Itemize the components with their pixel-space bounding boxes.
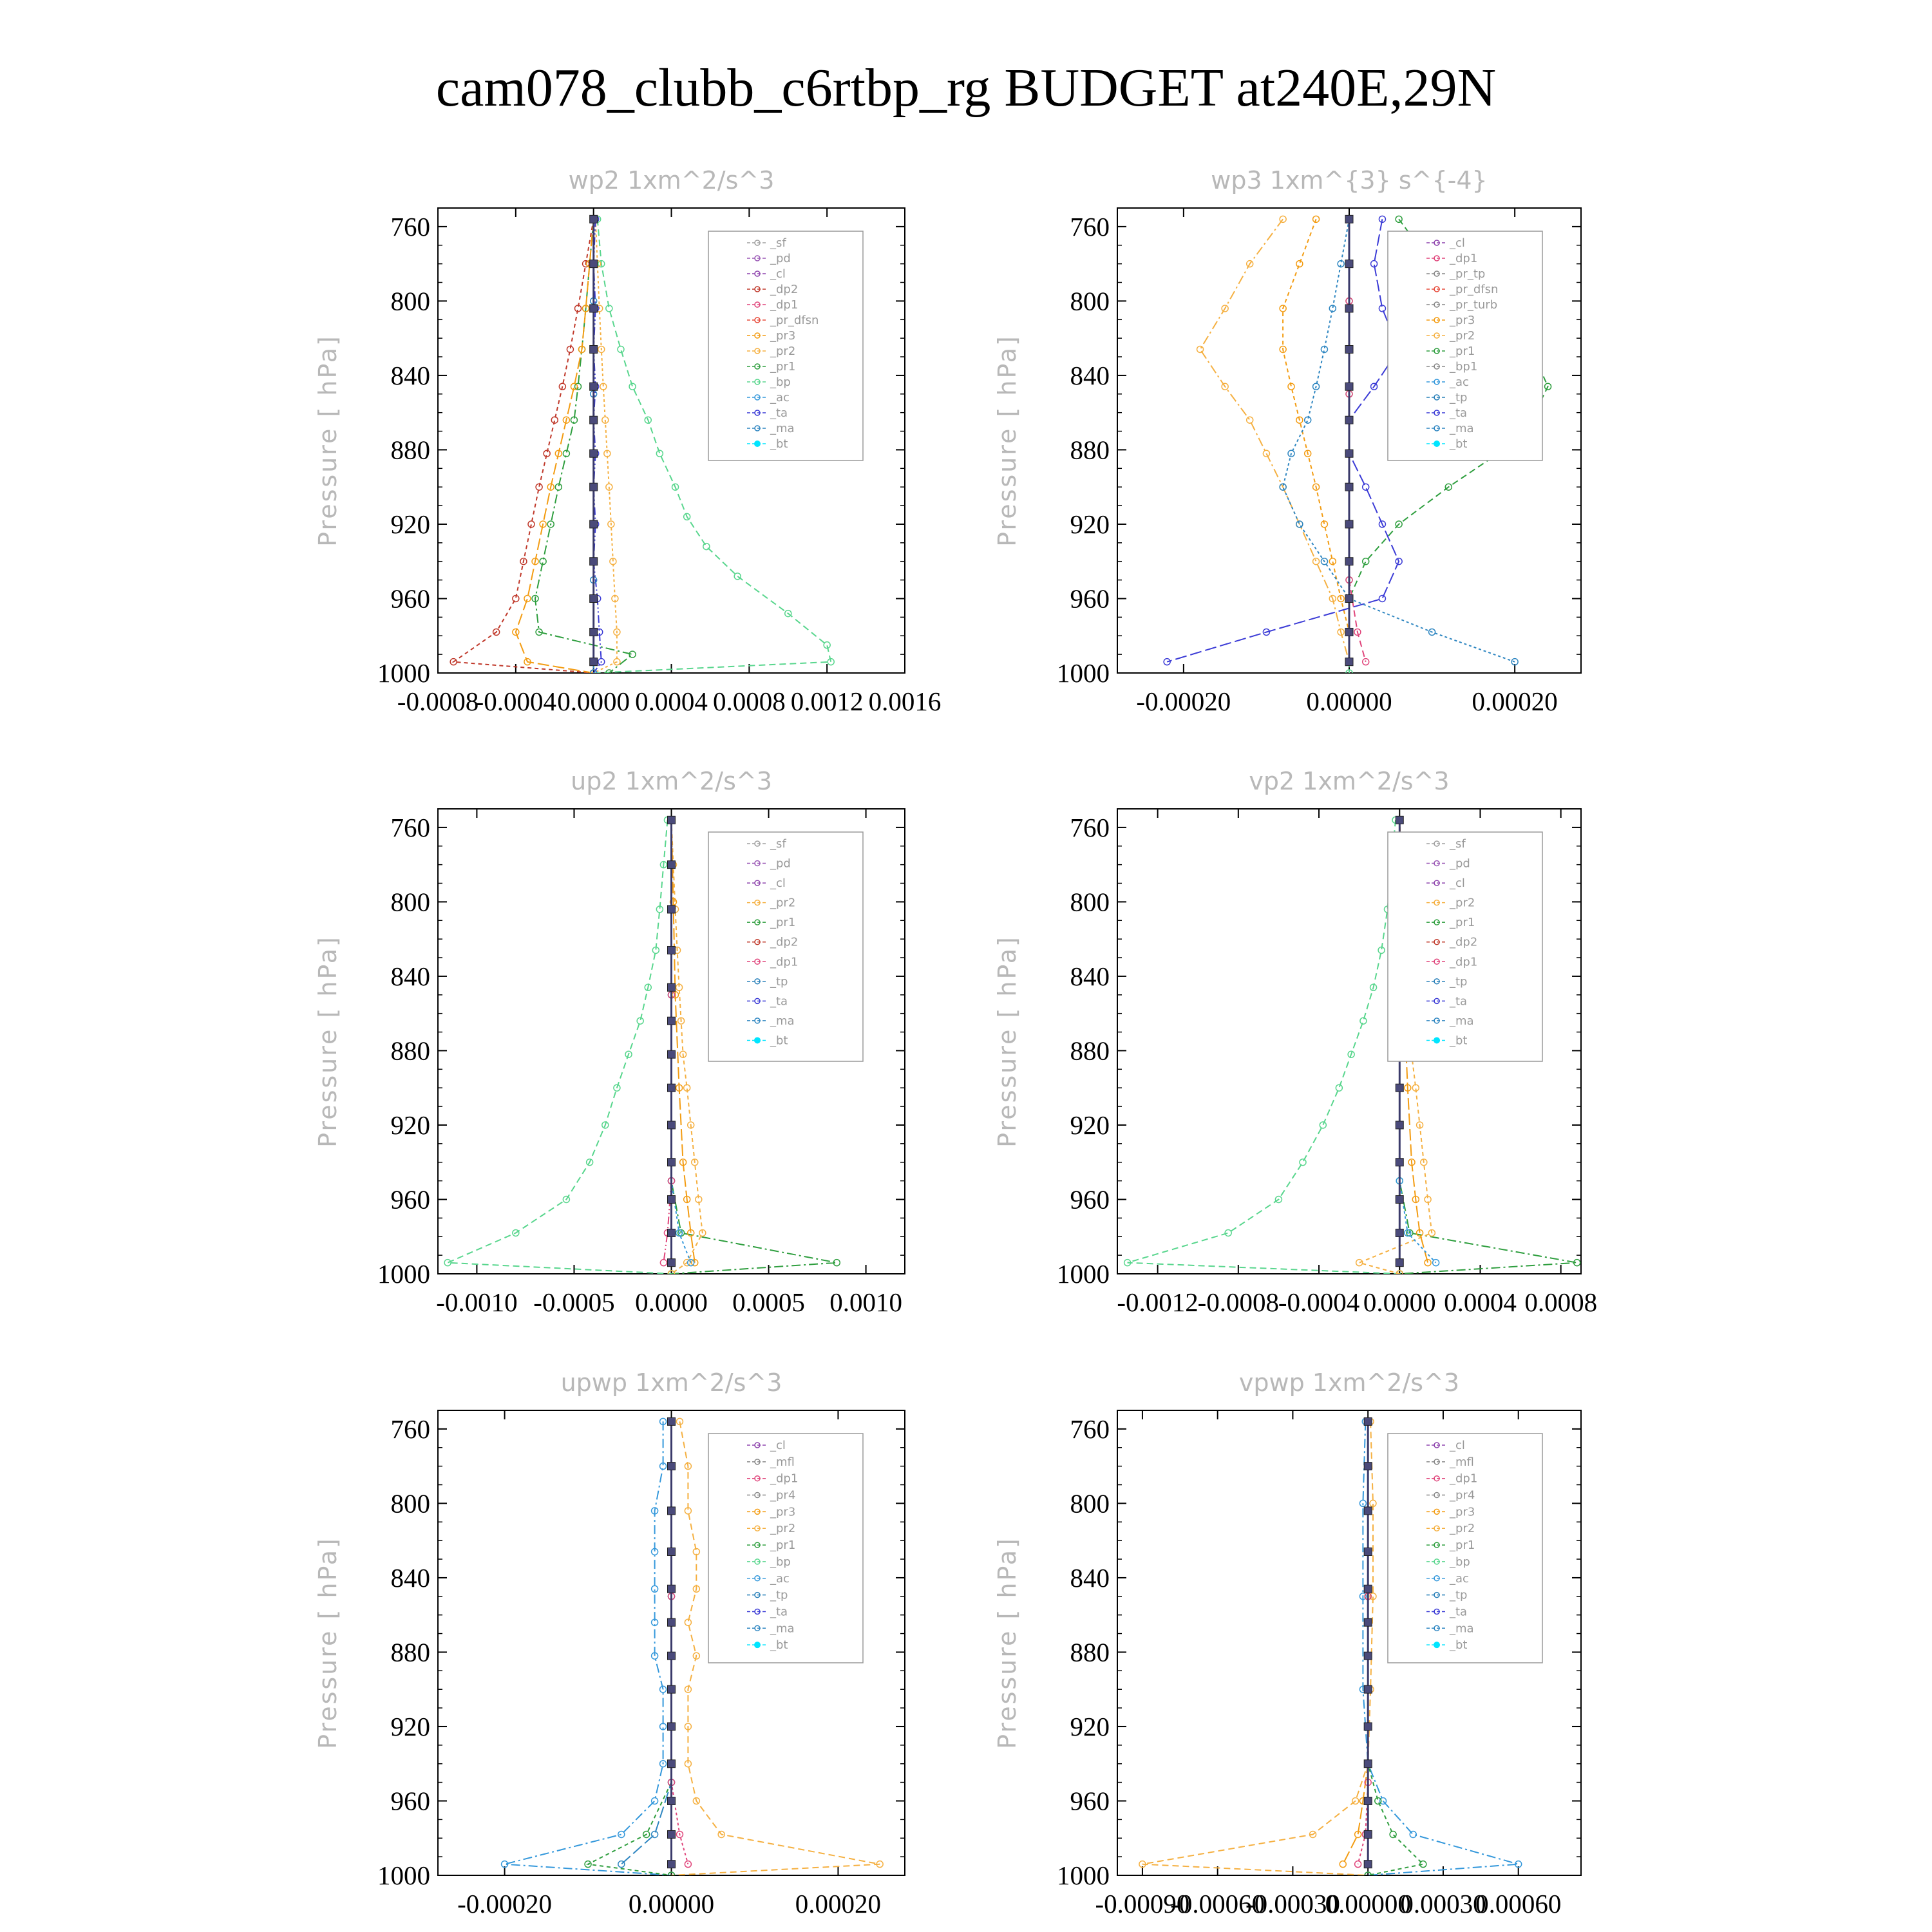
data-point xyxy=(668,1652,676,1660)
legend-label: _pr_dfsn xyxy=(770,314,819,327)
legend-marker xyxy=(754,1642,761,1648)
legend-label: _pr1 xyxy=(770,360,796,374)
panel-5 xyxy=(314,1368,905,1918)
y-axis-label: Pressure [ hPa] xyxy=(314,935,342,1148)
data-point xyxy=(590,483,598,491)
legend-label: _pr2 xyxy=(1450,1522,1475,1536)
y-tick-label: 1000 xyxy=(1057,658,1110,688)
legend-label: _ma xyxy=(1450,1622,1474,1636)
data-point xyxy=(590,215,598,223)
x-tick-label: -0.00060 xyxy=(1170,1889,1265,1918)
x-tick-label: -0.0012 xyxy=(1117,1287,1198,1317)
series-line-dp2 xyxy=(453,219,594,673)
data-point xyxy=(1396,1084,1403,1092)
data-point xyxy=(590,450,598,457)
data-point xyxy=(590,305,598,312)
data-point xyxy=(1345,628,1353,636)
legend-label: _mfl xyxy=(1450,1455,1474,1469)
data-point xyxy=(1364,1417,1372,1425)
data-point xyxy=(590,383,598,390)
data-point xyxy=(1364,1685,1372,1693)
panel-title: vpwp 1xm^2/s^3 xyxy=(1238,1368,1460,1397)
data-point xyxy=(524,595,531,601)
x-tick-label: -0.00020 xyxy=(1136,687,1231,716)
legend-label: _pd xyxy=(770,252,791,265)
legend-label: _dp1 xyxy=(1450,955,1478,969)
data-point xyxy=(668,1723,676,1730)
panel-title: upwp 1xm^2/s^3 xyxy=(560,1368,782,1397)
y-axis-label: Pressure [ hPa] xyxy=(314,334,342,547)
y-axis-label: Pressure [ hPa] xyxy=(314,1537,342,1749)
x-tick-label: 0.0012 xyxy=(790,687,864,716)
legend-label: _cl xyxy=(770,876,786,891)
data-point xyxy=(1296,261,1303,267)
legend-label: _dp2 xyxy=(770,935,799,949)
y-tick-label: 1000 xyxy=(377,1861,430,1890)
data-point xyxy=(1345,416,1353,424)
data-point xyxy=(1345,345,1353,353)
data-point xyxy=(1313,558,1320,565)
y-tick-label: 1000 xyxy=(377,658,430,688)
panel-title: wp2 1xm^2/s^3 xyxy=(568,166,775,194)
x-tick-label: 0.00020 xyxy=(795,1889,882,1918)
legend-label: _pr2 xyxy=(770,345,796,358)
x-tick-label: 0.0000 xyxy=(635,1287,708,1317)
x-tick-label: -0.0008 xyxy=(1197,1287,1280,1317)
data-point xyxy=(703,544,710,550)
data-point xyxy=(1396,1121,1403,1129)
legend-label: _pr2 xyxy=(1450,329,1475,343)
y-tick-label: 800 xyxy=(1070,286,1110,316)
legend-label: _ma xyxy=(770,1622,795,1636)
x-tick-label: -0.00030 xyxy=(1245,1889,1340,1918)
legend-label: _ta xyxy=(770,994,788,1009)
legend-label: _pr1 xyxy=(770,1539,796,1553)
series-line-pr1 xyxy=(1142,1421,1373,1875)
legend-label: _sf xyxy=(770,236,786,250)
y-tick-label: 840 xyxy=(1070,1562,1110,1593)
legend-label: _pr1 xyxy=(770,916,796,930)
legend-label: _dp1 xyxy=(770,955,799,969)
series-line-pr1 xyxy=(535,219,632,673)
panel-1 xyxy=(314,166,941,716)
y-tick-label: 760 xyxy=(1070,812,1110,842)
x-tick-label: 0.0004 xyxy=(635,687,708,716)
legend-label: _pr2 xyxy=(770,896,796,910)
legend-label: _pr3 xyxy=(770,1505,796,1519)
data-point xyxy=(1364,1861,1372,1868)
y-tick-label: 960 xyxy=(1070,1184,1110,1215)
legend-label: _ac xyxy=(770,1571,790,1586)
data-point xyxy=(1396,1229,1403,1236)
y-tick-label: 840 xyxy=(1070,360,1110,390)
data-point xyxy=(1363,484,1369,490)
legend-label: _dp2 xyxy=(770,283,799,296)
data-point xyxy=(668,861,676,869)
data-point xyxy=(618,1861,625,1868)
data-point xyxy=(590,520,598,528)
data-point xyxy=(1396,1195,1403,1203)
data-point xyxy=(668,1861,676,1868)
data-point xyxy=(1364,1797,1372,1804)
y-tick-label: 800 xyxy=(390,1488,430,1519)
legend-label: _pr1 xyxy=(1450,345,1475,358)
data-point xyxy=(656,450,663,457)
y-axis-label: Pressure [ hPa] xyxy=(993,1537,1021,1749)
data-point xyxy=(668,1618,676,1626)
legend-label: _pr2 xyxy=(770,1522,796,1536)
data-point xyxy=(668,1084,676,1092)
data-point xyxy=(1396,816,1403,824)
x-tick-label: -0.0010 xyxy=(436,1287,518,1317)
y-tick-label: 960 xyxy=(390,1786,430,1816)
x-tick-label: 0.00060 xyxy=(1475,1889,1562,1918)
y-tick-label: 800 xyxy=(390,286,430,316)
data-point xyxy=(1345,305,1353,312)
y-tick-label: 960 xyxy=(1070,1786,1110,1816)
legend-marker xyxy=(754,440,761,447)
data-point xyxy=(660,1260,667,1266)
y-tick-label: 1000 xyxy=(1057,1861,1110,1890)
y-tick-label: 880 xyxy=(390,1637,430,1667)
legend-label: _dp1 xyxy=(1450,1472,1478,1486)
legend-label: _mfl xyxy=(770,1455,795,1469)
y-tick-label: 880 xyxy=(390,435,430,465)
legend-label: _ta xyxy=(1450,1605,1468,1619)
data-point xyxy=(1345,520,1353,528)
x-tick-label: 0.0004 xyxy=(1444,1287,1517,1317)
legend-label: _pr3 xyxy=(770,329,796,343)
y-tick-label: 800 xyxy=(1070,1488,1110,1519)
data-point xyxy=(668,1548,676,1555)
data-point xyxy=(668,1585,676,1593)
legend-label: _sf xyxy=(1450,837,1466,851)
y-tick-label: 760 xyxy=(1070,1414,1110,1444)
data-point xyxy=(590,345,598,353)
data-point xyxy=(590,628,598,636)
data-point xyxy=(652,1831,658,1837)
legend-label: _bp xyxy=(770,1555,791,1569)
legend-label: _pr_turb xyxy=(1450,298,1498,312)
legend-label: _tp xyxy=(1450,391,1468,404)
legend-label: _pr2 xyxy=(1450,896,1475,910)
data-point xyxy=(1320,1122,1326,1128)
legend-label: _pd xyxy=(1450,857,1470,871)
legend-label: _pr_tp xyxy=(1450,267,1486,281)
legend-label: _ma xyxy=(770,422,795,435)
data-point xyxy=(1364,1760,1372,1768)
legend-label: _pd xyxy=(770,857,791,871)
data-point xyxy=(668,946,676,954)
legend-label: _bt xyxy=(1450,1638,1468,1653)
legend-label: _bt xyxy=(770,437,788,451)
legend-label: _tp xyxy=(770,1588,788,1602)
legend-label: _pr1 xyxy=(1450,1539,1475,1553)
legend-label: _ma xyxy=(1450,1014,1474,1028)
data-point xyxy=(668,1259,676,1267)
legend-label: _pr4 xyxy=(1450,1488,1475,1502)
panel-4 xyxy=(993,767,1597,1317)
legend-label: _tp xyxy=(770,974,788,989)
data-point xyxy=(668,1229,676,1236)
data-point xyxy=(668,1797,676,1804)
x-tick-label: -0.00090 xyxy=(1095,1889,1190,1918)
data-point xyxy=(590,594,598,602)
legend-marker xyxy=(1434,1642,1440,1648)
x-tick-label: 0.00020 xyxy=(1472,687,1558,716)
data-point xyxy=(1345,658,1353,666)
data-point xyxy=(668,1830,676,1838)
legend-label: _cl xyxy=(1450,876,1465,891)
y-tick-label: 760 xyxy=(390,211,430,242)
data-point xyxy=(590,558,598,565)
legend-label: _tp xyxy=(1450,974,1468,989)
legend-label: _ac xyxy=(770,391,790,404)
data-point xyxy=(1364,1723,1372,1730)
series-line-pr3 xyxy=(516,219,594,673)
data-point xyxy=(668,1017,676,1025)
data-point xyxy=(1340,1861,1346,1868)
data-point xyxy=(668,983,676,991)
legend-label: _cl xyxy=(770,267,786,281)
y-tick-label: 880 xyxy=(390,1036,430,1066)
y-tick-label: 880 xyxy=(1070,1036,1110,1066)
y-tick-label: 760 xyxy=(390,812,430,842)
y-tick-label: 1000 xyxy=(1057,1259,1110,1289)
x-tick-label: 0.00000 xyxy=(628,1889,715,1918)
x-tick-label: 0.0008 xyxy=(712,687,786,716)
series-line-pr2 xyxy=(594,219,617,673)
legend-label: _ta xyxy=(1450,406,1468,420)
series-line-tp xyxy=(505,1421,672,1875)
data-point xyxy=(1225,1229,1231,1236)
data-point xyxy=(668,1121,676,1129)
y-tick-label: 760 xyxy=(1070,211,1110,242)
series-line-bp xyxy=(588,1421,672,1875)
x-tick-label: -0.0005 xyxy=(533,1287,615,1317)
y-tick-label: 840 xyxy=(1070,961,1110,991)
y-tick-label: 920 xyxy=(390,1110,430,1140)
data-point xyxy=(1300,1159,1306,1166)
legend-label: _ta xyxy=(770,406,788,420)
data-point xyxy=(668,1050,676,1058)
x-tick-label: 0.0008 xyxy=(1524,1287,1598,1317)
data-point xyxy=(1396,1159,1403,1166)
legend-label: _ac xyxy=(1450,375,1469,389)
legend-label: _pr_dfsn xyxy=(1450,283,1499,296)
data-point xyxy=(629,383,636,390)
data-point xyxy=(734,573,741,580)
x-tick-label: -0.0008 xyxy=(397,687,479,716)
y-tick-label: 960 xyxy=(390,583,430,614)
data-point xyxy=(1379,595,1385,601)
legend-label: _pr3 xyxy=(1450,1505,1475,1519)
legend-label: _bt xyxy=(770,1638,788,1653)
data-point xyxy=(1390,1831,1396,1837)
legend-label: _bt xyxy=(770,1034,788,1048)
y-axis-label: Pressure [ hPa] xyxy=(993,935,1021,1148)
x-tick-label: -0.00020 xyxy=(457,1889,553,1918)
legend-label: _bt xyxy=(1450,1034,1468,1048)
data-point xyxy=(1345,215,1353,223)
data-point xyxy=(1345,483,1353,491)
x-tick-label: 0.0000 xyxy=(557,687,630,716)
y-axis-label: Pressure [ hPa] xyxy=(993,334,1021,547)
data-point xyxy=(1280,216,1286,222)
legend-marker xyxy=(1434,440,1440,447)
data-point xyxy=(1345,450,1353,457)
y-tick-label: 840 xyxy=(390,961,430,991)
data-point xyxy=(668,1159,676,1166)
legend-label: _bp1 xyxy=(1450,360,1478,374)
y-tick-label: 840 xyxy=(390,1562,430,1593)
data-point xyxy=(668,905,676,913)
legend-label: _ma xyxy=(770,1014,795,1028)
series-line-dp1 xyxy=(1128,820,1400,1274)
legend-label: _ta xyxy=(770,1605,788,1619)
panel-6 xyxy=(993,1368,1581,1918)
y-tick-label: 760 xyxy=(390,1414,430,1444)
data-point xyxy=(618,1831,625,1837)
legend-label: _pr4 xyxy=(770,1488,796,1502)
data-point xyxy=(590,260,598,268)
y-tick-label: 920 xyxy=(390,1711,430,1741)
legend-label: _pr3 xyxy=(1450,314,1475,327)
legend-label: _bt xyxy=(1450,437,1468,451)
legend-marker xyxy=(1434,1037,1440,1043)
legend-label: _pr1 xyxy=(1450,916,1475,930)
data-point xyxy=(1364,1830,1372,1838)
legend-label: _cl xyxy=(770,1439,786,1452)
data-point xyxy=(1345,383,1353,390)
data-point xyxy=(1396,1259,1403,1267)
y-tick-label: 800 xyxy=(390,887,430,917)
legend-label: _ac xyxy=(1450,1571,1469,1586)
data-point xyxy=(668,1417,676,1425)
y-tick-label: 880 xyxy=(1070,435,1110,465)
x-tick-label: 0.0000 xyxy=(1363,1287,1436,1317)
data-point xyxy=(1363,558,1369,565)
series-line-dp1 xyxy=(448,820,671,1274)
legend-label: _dp1 xyxy=(1450,252,1478,265)
y-tick-label: 960 xyxy=(1070,583,1110,614)
data-point xyxy=(668,816,676,824)
legend-label: _ta xyxy=(1450,994,1468,1009)
data-point xyxy=(444,1260,451,1266)
legend-label: _cl xyxy=(1450,236,1465,250)
panel-title: vp2 1xm^2/s^3 xyxy=(1249,767,1450,795)
y-tick-label: 800 xyxy=(1070,887,1110,917)
data-point xyxy=(1197,346,1204,352)
data-point xyxy=(1364,1652,1372,1660)
x-tick-label: 0.0005 xyxy=(732,1287,805,1317)
data-point xyxy=(618,346,624,352)
series-line-ta xyxy=(594,219,601,673)
y-tick-label: 880 xyxy=(1070,1637,1110,1667)
data-point xyxy=(668,1195,676,1203)
panel-3 xyxy=(314,767,905,1317)
data-point xyxy=(1345,594,1353,602)
panel-title: wp3 1xm^{3} s^{-4} xyxy=(1211,166,1488,194)
legend-label: _bp xyxy=(1450,1555,1470,1569)
x-tick-label: 0.0016 xyxy=(868,687,942,716)
legend-label: _bp xyxy=(770,375,791,389)
x-tick-label: -0.0004 xyxy=(475,687,557,716)
data-point xyxy=(1345,558,1353,565)
legend-marker xyxy=(754,1037,761,1043)
y-tick-label: 920 xyxy=(1070,1110,1110,1140)
legend-label: _sf xyxy=(770,837,786,851)
data-point xyxy=(668,1507,676,1515)
figure-title: cam078_clubb_c6rtbp_rg BUDGET at240E,29N xyxy=(435,58,1497,118)
data-point xyxy=(590,416,598,424)
legend-label: _cl xyxy=(1450,1439,1465,1452)
data-point xyxy=(1364,1507,1372,1515)
legend-label: _dp2 xyxy=(1450,935,1478,949)
series-line-pr1 xyxy=(1200,219,1349,661)
y-tick-label: 840 xyxy=(390,360,430,390)
data-point xyxy=(1336,1084,1342,1091)
data-point xyxy=(1364,1548,1372,1555)
x-tick-label: 0.00000 xyxy=(1325,1889,1411,1918)
y-tick-label: 920 xyxy=(1070,509,1110,539)
y-tick-label: 920 xyxy=(390,509,430,539)
legend-label: _dp1 xyxy=(770,298,799,312)
data-point xyxy=(590,658,598,666)
y-tick-label: 920 xyxy=(1070,1711,1110,1741)
data-point xyxy=(1345,260,1353,268)
data-point xyxy=(1364,1618,1372,1626)
legend-label: _dp1 xyxy=(770,1472,799,1486)
x-tick-label: 0.00030 xyxy=(1400,1889,1486,1918)
data-point xyxy=(668,1760,676,1768)
y-tick-label: 1000 xyxy=(377,1259,430,1289)
data-point xyxy=(1356,1260,1363,1266)
series-line-ta xyxy=(1167,219,1399,661)
panel-2 xyxy=(993,166,1581,716)
data-point xyxy=(668,1463,676,1470)
y-tick-label: 960 xyxy=(390,1184,430,1215)
data-point xyxy=(668,1685,676,1693)
x-tick-label: -0.0004 xyxy=(1278,1287,1360,1317)
data-point xyxy=(1364,1585,1372,1593)
data-point xyxy=(1364,1463,1372,1470)
data-point xyxy=(652,1797,658,1804)
legend-label: _ma xyxy=(1450,422,1474,435)
legend-label: _tp xyxy=(1450,1588,1468,1602)
x-tick-label: 0.0010 xyxy=(829,1287,902,1317)
x-tick-label: 0.00000 xyxy=(1306,687,1392,716)
data-point xyxy=(1247,417,1253,423)
panel-title: up2 1xm^2/s^3 xyxy=(571,767,772,795)
